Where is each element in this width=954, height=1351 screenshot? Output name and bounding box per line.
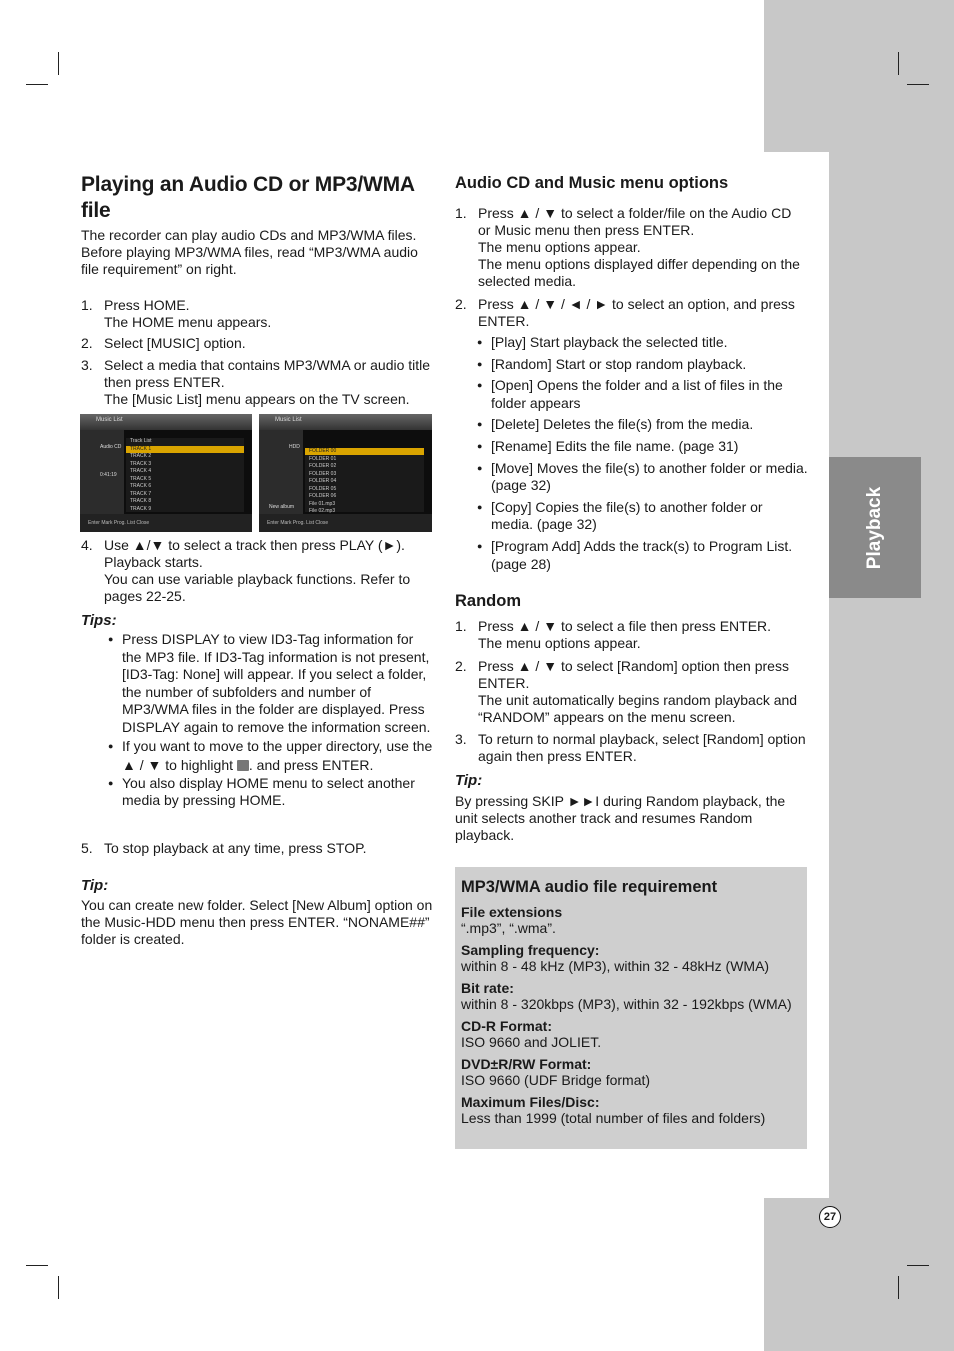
step-item: 2. Select [MUSIC] option.	[81, 335, 246, 351]
step-item: 1. Press ▲ / ▼ to select a folder/file on the Audio CD or Music menu then press ENTER. The menu options appear. The menu options displayed differ depending on the selected media.	[455, 205, 800, 289]
step-item: 3. Select a media that contains MP3/WMA or audio title then press ENTER. The [Music List] menu appears on the TV screen.	[81, 357, 431, 407]
crop-mark	[898, 1276, 899, 1299]
step-item: 1. Press ▲ / ▼ to select a file then press ENTER. The menu options appear.	[455, 618, 772, 651]
step-item: 5. To stop playback at any time, press STOP.	[81, 840, 367, 856]
menu-steps	[455, 205, 807, 330]
page-number: 27	[819, 1206, 841, 1228]
tip-item: ● If you want to move to the upper directory, use the ▲ / ▼ to highlight . and press ENTER.	[104, 737, 434, 775]
random-tip-heading: Tip:	[455, 772, 483, 789]
requirement-item: Bit rate: within 8 - 320kbps (MP3), within 32 - 192kbps (WMA)	[461, 980, 792, 1012]
random-steps	[455, 618, 807, 765]
music-list-screenshot-audio-cd: Music List Audio CD 0:41:19 Track List TRACK 1 TRACK 2 TRACK 3 TRACK 4 TRACK 5 TRACK 6 TRACK 7 TRACK 8 TRACK 9 Enter Mark Prog. List Close	[80, 414, 252, 532]
step-item: 3. To return to normal playback, select [Random] option again then press ENTER.	[455, 731, 806, 764]
option-item: ● [Rename] Edits the file name. (page 31)	[473, 438, 808, 456]
step-item: 2. Press ▲ / ▼ to select [Random] option then press ENTER. The unit automatically begins random playback and “RANDOM” appears on the menu screen.	[455, 658, 798, 725]
step-4	[81, 537, 436, 605]
option-item: ● [Delete] Deletes the file(s) from the media.	[473, 416, 808, 434]
tips-heading: Tips:	[81, 612, 117, 629]
crop-mark	[907, 84, 929, 85]
page-title: Playing an Audio CD or MP3/WMA file	[81, 173, 415, 222]
step-5	[81, 840, 436, 857]
margin-band-top	[764, 0, 954, 152]
option-item: ● [Move] Moves the file(s) to another folder or media. (page 32)	[473, 460, 808, 495]
crop-mark	[26, 84, 48, 85]
requirement-item: Maximum Files/Disc: Less than 1999 (total number of files and folders)	[461, 1094, 766, 1126]
tip-item: ● You also display HOME menu to select another media by pressing HOME.	[104, 775, 434, 810]
option-item: ● [Open] Opens the folder and a list of files in the folder appears	[473, 377, 808, 412]
crop-mark	[58, 52, 59, 75]
step-item: 2. Press ▲ / ▼ / ◄ / ► to select an option, and press ENTER.	[455, 296, 795, 329]
crop-mark	[907, 1265, 929, 1266]
margin-band-bottom	[764, 1198, 954, 1351]
steps-list	[81, 297, 436, 408]
tips-list	[104, 631, 434, 810]
folder-up-icon	[237, 760, 249, 771]
option-item: ● [Random] Start or stop random playback.	[473, 356, 808, 374]
requirement-item: File extensions “.mp3”, “.wma”.	[461, 904, 563, 936]
option-item: ● [Play] Start playback the selected title.	[473, 334, 808, 352]
requirement-item: DVD±R/RW Format: ISO 9660 (UDF Bridge format)	[461, 1056, 651, 1088]
tip-heading: Tip:	[81, 877, 109, 894]
requirement-heading: MP3/WMA audio file requirement	[461, 878, 718, 896]
margin-band-right	[829, 152, 954, 1198]
step-item: 1. Press HOME. The HOME menu appears.	[81, 297, 272, 330]
option-item: ● [Program Add] Adds the track(s) to Program List. (page 28)	[473, 538, 808, 573]
option-item: ● [Copy] Copies the file(s) to another folder or media. (page 32)	[473, 499, 808, 534]
crop-mark	[898, 52, 899, 75]
section-tab-playback: Playback	[829, 457, 921, 598]
file-requirement-box	[455, 867, 807, 1149]
menu-options-list	[473, 334, 808, 573]
intro-text: The recorder can play audio CDs and MP3/WMA files. Before playing MP3/WMA files, read “MP3/WMA audio file requirement” on right.	[81, 227, 418, 277]
crop-mark	[58, 1276, 59, 1299]
random-tip-text: By pressing SKIP ►►I during Random playback, the unit selects another track and resumes Random playback.	[455, 793, 786, 843]
music-list-screenshot-hdd: Music List HDD New album FOLDER 00 FOLDER 01 FOLDER 02 FOLDER 03 FOLDER 04 FOLDER 05 FOLDER 06 File 01.mp3 File 02.mp3 Enter Mark Prog. List Close	[259, 414, 432, 532]
requirement-item: CD-R Format: ISO 9660 and JOLIET.	[461, 1018, 602, 1050]
step-item: 4. Use ▲/▼ to select a track then press PLAY (►). Playback starts. You can use variable playback functions. Refer to pages 22-25.	[81, 537, 411, 604]
crop-mark	[26, 1265, 48, 1266]
menu-options-heading: Audio CD and Music menu options	[455, 174, 729, 192]
tip-text: You can create new folder. Select [New Album] option on the Music-HDD menu then press ENTER. “NONAME##” folder is created.	[81, 897, 433, 947]
random-heading: Random	[455, 592, 521, 610]
tip-item: ● Press DISPLAY to view ID3-Tag information for the MP3 file. If ID3-Tag information is not present, [ID3-Tag: None] will appear. If you select a folder, the number of subfolders and number of MP3/WMA files in the folder are displayed. Press DISPLAY again to remove the information screen.	[104, 631, 434, 737]
requirement-item: Sampling frequency: within 8 - 48 kHz (MP3), within 32 - 48kHz (WMA)	[461, 942, 770, 974]
